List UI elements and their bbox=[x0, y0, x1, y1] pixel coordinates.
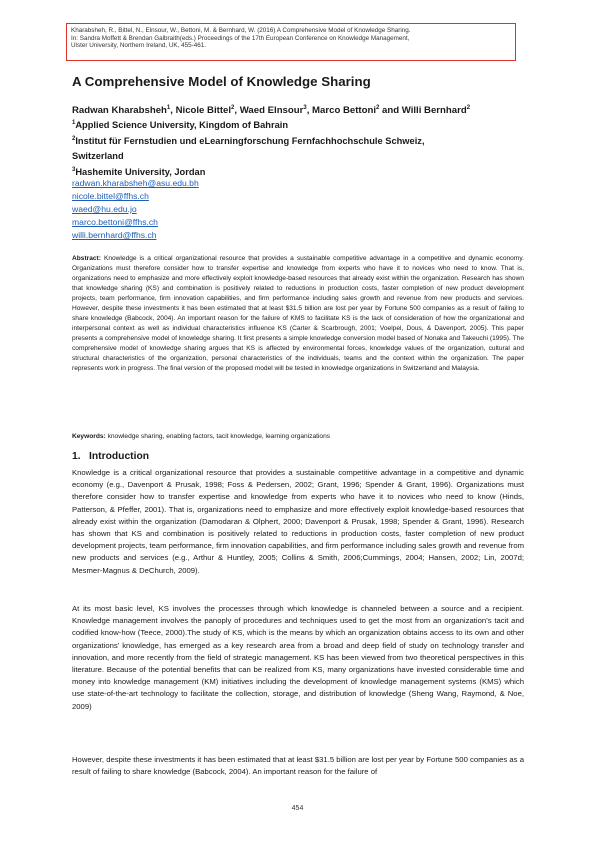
body-paragraph: At its most basic level, KS involves the processes through which knowledge is channeled between a source and a recipient. Knowledge management involves the panoply of procedures and techniques used to get the most from an organization’s tacit and codified know-how (Teece, 2000).The study of KS, which is the means by which an organization obtains access to its own and other organizations’ knowledge, has emerged as a key research area from a broad and deep field of study on technology transfer and innovation, and more recently from the field of strategic management. KS has been viewed from two theoretical perspectives in this literature. Because of the potential benefits that can be realized from KS, many organizations have invested considerable time and money into knowledge management (KM) initiatives including the development of knowledge management systems (KMS) which use state-of-the-art technology to facilitate the collection, storage, and distribution of knowledge (Sheng Wang, Raymond, & Noe, 2009) bbox=[72, 604, 524, 711]
author-name: Willi Bernhard bbox=[401, 105, 467, 116]
section-title: Introduction bbox=[89, 451, 150, 462]
author-list: Radwan Kharabsheh$^1$, Nicole Bittel$^2$, Waed Elnsour$^3$, Marco Bettoni$^2$ and Willi Bernhard$^2$ bbox=[72, 105, 471, 116]
abstract-text: Knowledge is a critical organizational resource that provides a sustainable competitive advantage in a competitive and dynamic economy. Organizations must therefore consider how to transfer expertise and knowledge from experts who have it to novices who need to know. That is, organizations need to emphasize and more effectively exploit knowledge-based resources that already exist within the organization. Research has shown that knowledge sharing (KS) and combination is positively related to reductions in production costs, faster completion of new product development projects, team performance, firm innovation capabilities, and firm performance including sales growth and revenue from new products and services. However, despite these investments it has been estimated that at least $31.5 billion are lost per year by Fortune 500 companies as a result of failing to share knowledge (Babcock, 2004). An important reason for the failure of KMS to facilitate KS is the lack of consideration of how the organizational and interpersonal context as well as individual characteristics influence KS (Carter & Scarbrough, 2001; Voelpel, Dous, & Davenport, 2005). This paper presents a comprehensive model of knowledge sharing. It first presents a simple knowledge conversion model based of Nonaka and Takeuchi (1995). The comprehensive model of knowledge sharing argues that KS is affected by environmental forces, knowledge values of the organization, cultural and structural characteristics of the organization, personal characteristics of the individuals, teams and the context within the organization. The paper represents work in progress. The final version of the proposed model will be tested in knowledge organizations in Switzerland and Malaysia. bbox=[72, 255, 524, 372]
section-heading bbox=[72, 451, 149, 462]
author-name: Waed Elnsour bbox=[239, 105, 304, 116]
body-paragraph: Knowledge is a critical organizational resource that provides a sustainable competitive advantage in a competitive and dynamic economy (e.g., Davenport & Prusak, 1998; Foss & Pedersen, 2002; Grant, 1996; Spender & Grant, 1996). Organizations must therefore consider how to transfer expertise and knowledge from experts who have it to novices who need to know (Hinds, Patterson, & Pfeffer, 2001). That is, organizations need to emphasize and more effectively exploit knowledge-based resources that already exist within the organization (Damodaran & Olphert, 2000; Davenport & Prusak, 1998; Spender & Grant, 1996). Research has shown that KS and combination is positively related to reductions in production costs, faster completion of new product development projects, team performance, firm innovation capabilities, and firm performance including sales growth and revenue from new products and services (e.g., Arthur & Huntley, 2005; Collins & Smith, 2006;Cummings, 2004; Hansen, 2002; Lin, 2007d; Mesmer-Magnus & DeChurch, 2009). bbox=[72, 468, 524, 575]
citation-line: Ulster University, Northern Ireland, UK, 455-461. bbox=[71, 42, 206, 50]
keywords bbox=[72, 432, 524, 442]
paper-title: A Comprehensive Model of Knowledge Sharing bbox=[72, 74, 371, 89]
author-name: Nicole Bittel bbox=[175, 105, 232, 116]
keywords-text: knowledge sharing, enabling factors, tacit knowledge, learning organizations bbox=[107, 433, 331, 440]
author-name: Marco Bettoni bbox=[312, 105, 377, 116]
affiliation: $^1$Applied Science University, Kingdom of Bahrain bbox=[72, 120, 289, 130]
author-affiliation-mark: 2 bbox=[466, 105, 471, 111]
affiliation-list bbox=[72, 118, 425, 180]
email-link[interactable]: waed@hu.edu.jo bbox=[72, 204, 137, 214]
affiliation: $^3$Hashemite University, Jordan bbox=[72, 166, 206, 177]
email-link[interactable]: radwan.kharabsheh@asu.edu.bh bbox=[72, 178, 199, 188]
citation-line: In: Sandra Moffett & Brendan Galbraith(eds.) Proceedings of the 17th European Conference on Knowledge Management, bbox=[71, 34, 410, 42]
author-affiliation-mark: 1 bbox=[166, 105, 171, 111]
citation-line: Kharabsheh, R., Bittel, N., Elnsour, W., Bettoni, M. & Bernhard, W. (2016) A Comprehensive Model of Knowledge Sharing. bbox=[71, 27, 411, 34]
email-link[interactable]: nicole.bittel@ffhs.ch bbox=[72, 191, 149, 201]
affiliation-continued: Switzerland bbox=[72, 151, 124, 161]
affiliation: $^2$Institut für Fernstudien und eLearningforschung Fernfachhochschule Schweiz, bbox=[72, 135, 425, 146]
email-link[interactable]: marco.bettoni@ffhs.ch bbox=[72, 217, 158, 227]
section-number: 1. bbox=[72, 451, 81, 462]
body-paragraph: However, despite these investments it has been estimated that at least $31.5 billion are lost per year by Fortune 500 companies as a result of failing to share knowledge (Babcock, 2004). An important reason for the failure of bbox=[72, 755, 524, 777]
author-affiliation-mark: 2 bbox=[231, 105, 235, 111]
abstract bbox=[72, 254, 524, 374]
author-affiliation-mark: 2 bbox=[376, 105, 380, 111]
page-number: 454 bbox=[291, 805, 304, 812]
author-affiliation-mark: 3 bbox=[303, 105, 307, 111]
email-list bbox=[72, 177, 199, 242]
email-link[interactable]: willi.bernhard@ffhs.ch bbox=[72, 230, 157, 240]
author-name: Radwan Kharabsheh bbox=[72, 105, 167, 116]
citation-box bbox=[66, 23, 516, 61]
abstract-label: Abstract: bbox=[72, 255, 101, 262]
keywords-label: Keywords: bbox=[72, 433, 106, 440]
